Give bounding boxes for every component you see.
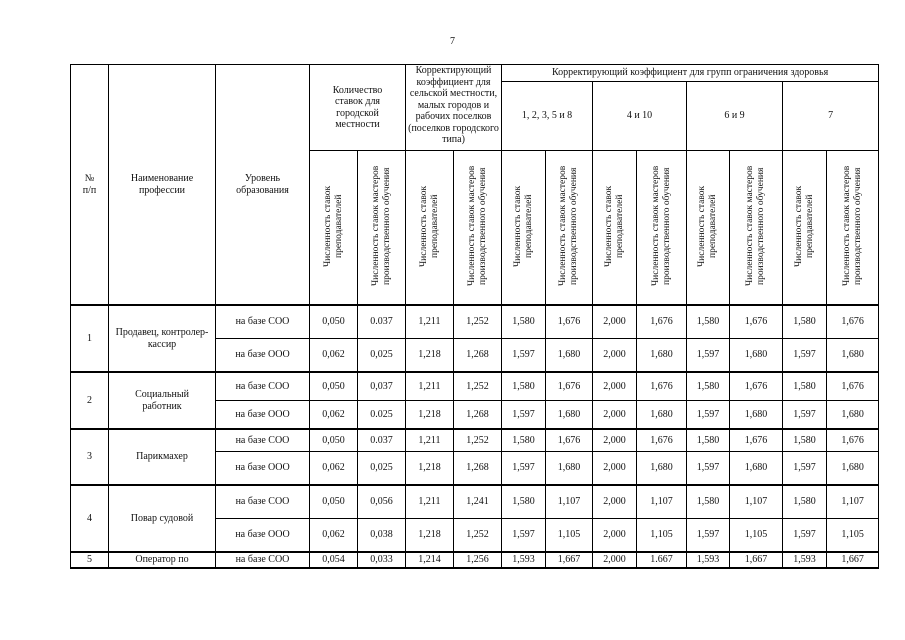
value-cell: 1,680 [637,401,687,430]
value-cell: 1,676 [546,372,593,401]
header-group-4: 7 [783,82,879,151]
table-row [71,485,879,519]
col-masters: Численность ставок мастеров производственного обучения [454,151,502,306]
col-teachers: Численность ставок преподавателей [310,151,358,306]
value-cell: 1,268 [454,401,502,430]
value-cell: 0,050 [310,429,358,452]
education-level: на базе СОО [216,305,310,339]
table-row [71,305,879,339]
value-cell: 1,252 [454,372,502,401]
value-cell: 1,211 [406,372,454,401]
value-cell: 1,676 [730,372,783,401]
value-cell: 1,580 [502,485,546,519]
value-cell: 1,580 [687,305,730,339]
header-education: Уровень образования [216,65,310,306]
value-cell: 1,256 [454,552,502,568]
value-cell: 1,597 [783,519,827,553]
header-num: № п/п [71,65,109,306]
table-row [71,372,879,401]
profession-name: Парикмахер [109,429,216,485]
col-masters: Численность ставок мастеров производственного обучения [358,151,406,306]
header-profession: Наименование профессии [109,65,216,306]
value-cell: 1,252 [454,429,502,452]
profession-name: Социальный работник [109,372,216,429]
value-cell: 1,597 [502,401,546,430]
header-coef-health: Корректирующий коэффициент для групп ограничения здоровья [502,65,879,82]
value-cell: 1,218 [406,339,454,373]
table-row [71,552,879,568]
col-teachers: Численность ставок преподавателей [687,151,730,306]
value-cell: 1,214 [406,552,454,568]
value-cell: 1,580 [687,485,730,519]
value-cell: 1,680 [637,339,687,373]
value-cell: 1,593 [502,552,546,568]
value-cell: 0,062 [310,452,358,486]
value-cell: 0,062 [310,401,358,430]
value-cell: 1,107 [546,485,593,519]
value-cell: 0,050 [310,305,358,339]
header-group-3: 6 и 9 [687,82,783,151]
profession-name: Повар судовой [109,485,216,552]
value-cell: 1,105 [546,519,593,553]
value-cell: 1,105 [637,519,687,553]
value-cell: 2,000 [593,339,637,373]
value-cell: 1,580 [783,429,827,452]
value-cell: 1,676 [546,429,593,452]
value-cell: 1,680 [827,339,879,373]
value-cell: 1,597 [687,401,730,430]
value-cell: 1,107 [827,485,879,519]
value-cell: 2,000 [593,452,637,486]
value-cell: 2,000 [593,372,637,401]
header-group-1: 1, 2, 3, 5 и 8 [502,82,593,151]
value-cell: 1,676 [637,429,687,452]
row-number: 5 [71,552,109,568]
value-cell: 1,597 [783,401,827,430]
value-cell: 2,000 [593,485,637,519]
value-cell: 2,000 [593,401,637,430]
col-masters: Численность ставок мастеров производственного обучения [827,151,879,306]
value-cell: 0,025 [358,452,406,486]
education-level: на базе СОО [216,372,310,401]
row-number: 3 [71,429,109,485]
value-cell: 1,597 [687,339,730,373]
value-cell: 1,667 [730,552,783,568]
value-cell: 2,000 [593,519,637,553]
value-cell: 1,676 [546,305,593,339]
value-cell: 1,105 [827,519,879,553]
education-level: на базе ООО [216,519,310,553]
value-cell: 1,676 [827,372,879,401]
value-cell: 0,056 [358,485,406,519]
value-cell: 1,597 [687,519,730,553]
value-cell: 1,211 [406,429,454,452]
value-cell: 1,597 [502,452,546,486]
value-cell: 1,105 [730,519,783,553]
value-cell: 1,211 [406,485,454,519]
value-cell: 1,676 [730,429,783,452]
col-teachers: Численность ставок преподавателей [783,151,827,306]
value-cell: 1,597 [502,519,546,553]
value-cell: 1,680 [730,339,783,373]
profession-name: Продавец, контролер-кассир [109,305,216,372]
value-cell: 0,062 [310,519,358,553]
col-teachers: Численность ставок преподавателей [593,151,637,306]
table-row [71,429,879,452]
value-cell: 1,218 [406,519,454,553]
col-teachers: Численность ставок преподавателей [406,151,454,306]
education-level: на базе СОО [216,552,310,568]
value-cell: 1,676 [730,305,783,339]
value-cell: 0,050 [310,485,358,519]
value-cell: 1,676 [637,372,687,401]
row-number: 1 [71,305,109,372]
value-cell: 1,268 [454,339,502,373]
value-cell: 1,252 [454,519,502,553]
value-cell: 1,667 [546,552,593,568]
value-cell: 1,580 [783,305,827,339]
value-cell: 1.667 [637,552,687,568]
value-cell: 1,580 [502,305,546,339]
value-cell: 0,054 [310,552,358,568]
value-cell: 0.025 [358,401,406,430]
value-cell: 0,050 [310,372,358,401]
value-cell: 0,037 [358,372,406,401]
value-cell: 0.037 [358,429,406,452]
value-cell: 1,680 [546,401,593,430]
value-cell: 1,680 [546,339,593,373]
education-level: на базе ООО [216,339,310,373]
value-cell: 1,680 [546,452,593,486]
value-cell: 0,033 [358,552,406,568]
page-number: 7 [450,36,455,47]
value-cell: 1,597 [783,339,827,373]
value-cell: 1,580 [783,485,827,519]
value-cell: 1,593 [687,552,730,568]
value-cell: 1,680 [827,452,879,486]
col-masters: Численность ставок мастеров производственного обучения [637,151,687,306]
value-cell: 1,676 [827,305,879,339]
education-level: на базе СОО [216,429,310,452]
value-cell: 1,580 [687,372,730,401]
value-cell: 1,580 [687,429,730,452]
value-cell: 1,597 [783,452,827,486]
value-cell: 1,252 [454,305,502,339]
col-masters: Численность ставок мастеров производственного обучения [730,151,783,306]
value-cell: 1,680 [637,452,687,486]
value-cell: 1,680 [730,452,783,486]
profession-name: Оператор по [109,552,216,568]
value-cell: 0,025 [358,339,406,373]
value-cell: 1,211 [406,305,454,339]
value-cell: 2,000 [593,429,637,452]
value-cell: 0,062 [310,339,358,373]
value-cell: 1,218 [406,401,454,430]
row-number: 4 [71,485,109,552]
value-cell: 1,218 [406,452,454,486]
education-level: на базе ООО [216,401,310,430]
row-number: 2 [71,372,109,429]
education-level: на базе СОО [216,485,310,519]
value-cell: 1,597 [502,339,546,373]
value-cell: 1,593 [783,552,827,568]
col-masters: Численность ставок мастеров производственного обучения [546,151,593,306]
col-teachers: Численность ставок преподавателей [502,151,546,306]
value-cell: 1,667 [827,552,879,568]
value-cell: 1,268 [454,452,502,486]
value-cell: 1,597 [687,452,730,486]
value-cell: 1,680 [827,401,879,430]
value-cell: 1,107 [637,485,687,519]
value-cell: 1,676 [827,429,879,452]
value-cell: 0.037 [358,305,406,339]
value-cell: 1,241 [454,485,502,519]
value-cell: 0,038 [358,519,406,553]
value-cell: 1,680 [730,401,783,430]
value-cell: 1,580 [783,372,827,401]
value-cell: 1,580 [502,372,546,401]
value-cell: 2,000 [593,552,637,568]
education-level: на базе ООО [216,452,310,486]
header-stakes-city: Количество ставок для городской местности [310,65,406,151]
value-cell: 1,107 [730,485,783,519]
value-cell: 1,580 [502,429,546,452]
value-cell: 2,000 [593,305,637,339]
value-cell: 1,676 [637,305,687,339]
header-coef-rural: Корректирующий коэффициент для сельской местности, малых городов и рабочих поселков (поселков городского типа) [406,65,502,151]
header-group-2: 4 и 10 [593,82,687,151]
staffing-table [70,64,879,569]
